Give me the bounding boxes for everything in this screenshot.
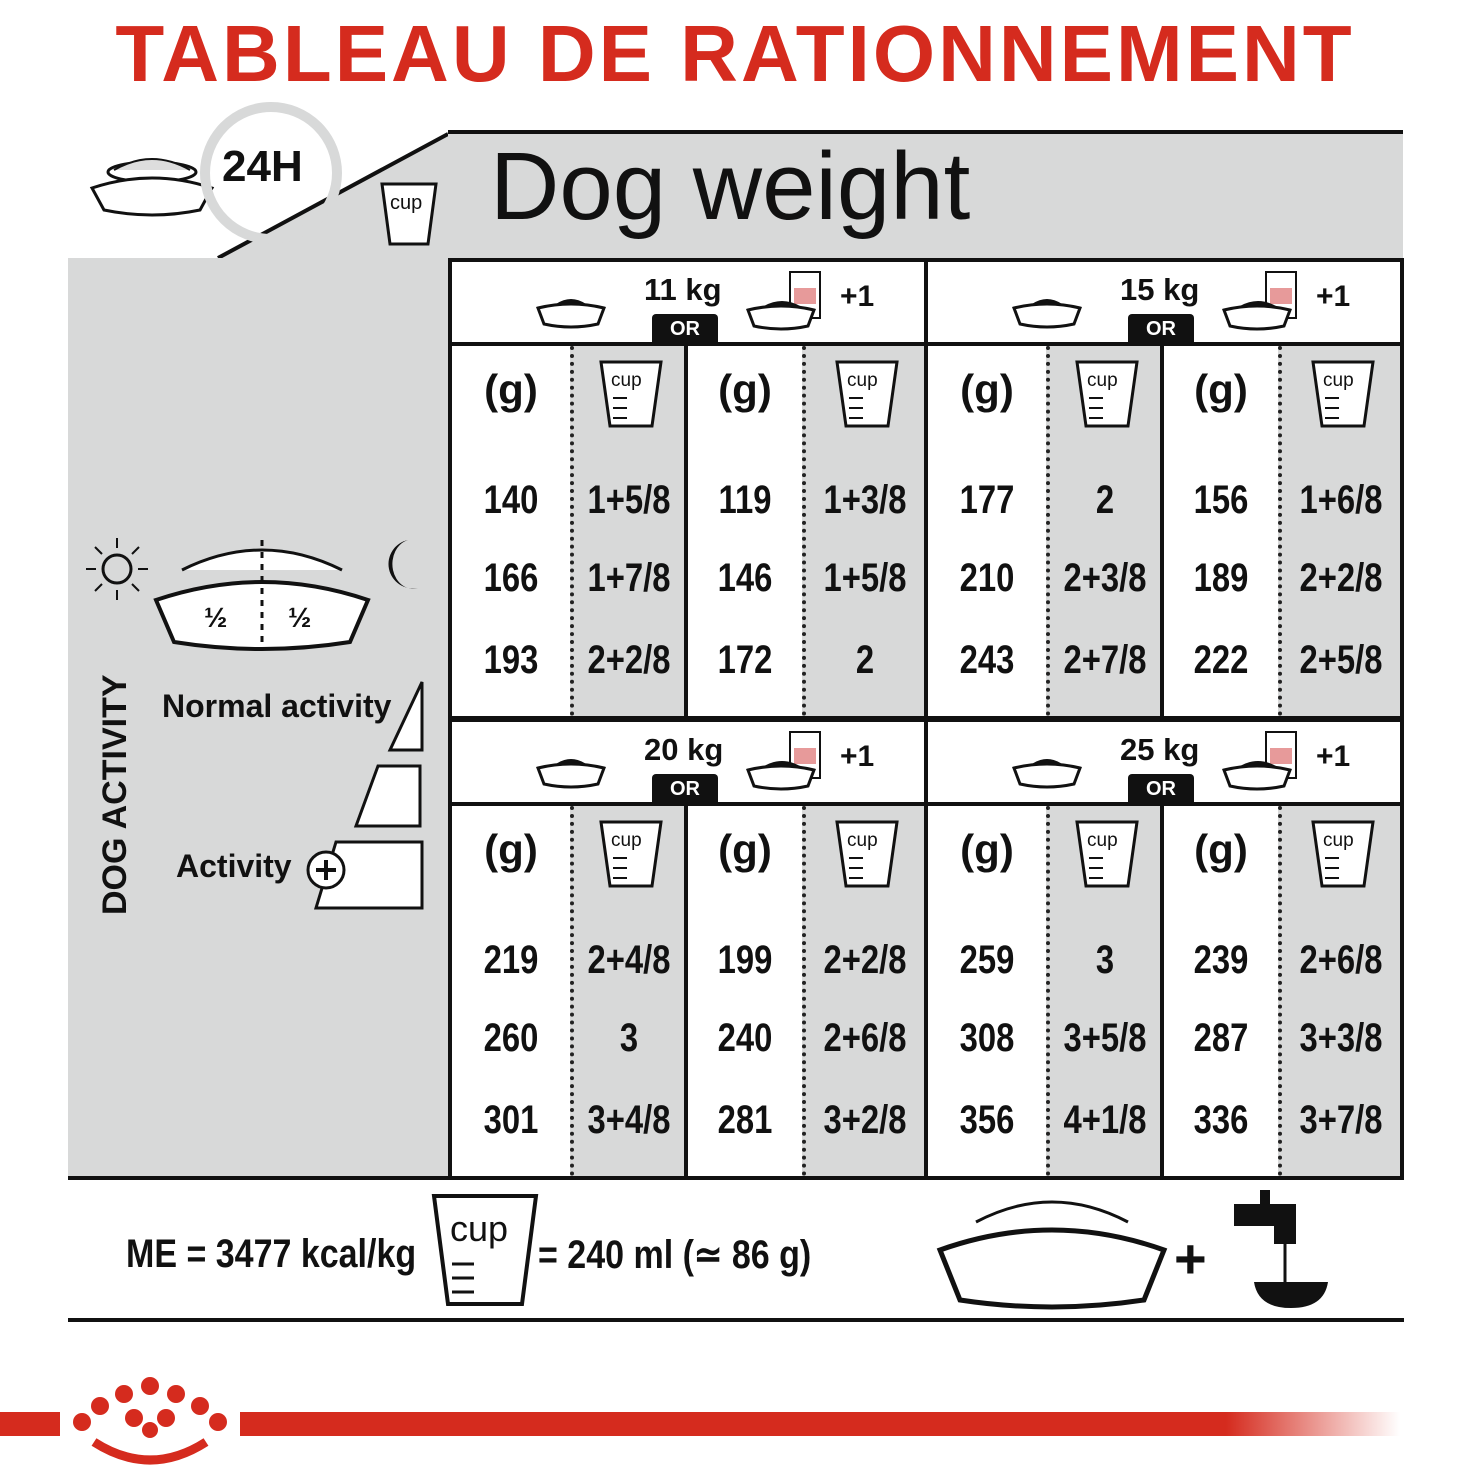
cups-value: 2+4/8	[587, 938, 671, 982]
cups-value: 3	[1095, 938, 1115, 982]
cup-label: cup	[847, 370, 878, 391]
cups-column	[1278, 806, 1400, 1176]
grams-value: 281	[717, 1098, 773, 1142]
grams-column	[1160, 346, 1278, 716]
grams-value: 308	[959, 1016, 1015, 1060]
table-bottom-border	[68, 1176, 1404, 1180]
cups-value: 1+5/8	[587, 478, 671, 522]
brand-stripe-right	[240, 1412, 1400, 1436]
cups-column	[570, 806, 684, 1176]
weight-label: 25 kg	[1120, 732, 1200, 767]
grams-column	[684, 806, 802, 1176]
weight-block-header	[928, 262, 1400, 346]
cups-value: 3+4/8	[587, 1098, 671, 1142]
grams-value: 356	[959, 1098, 1015, 1142]
cup-icon	[378, 180, 440, 248]
half-bowl-icon	[152, 540, 372, 657]
cups-column	[1046, 806, 1160, 1176]
weight-label: 20 kg	[644, 732, 724, 767]
cups-value: 1+5/8	[823, 556, 907, 600]
activity-label: Activity	[176, 848, 292, 884]
grams-header: (g)	[960, 366, 1014, 413]
cups-value: 3+7/8	[1299, 1098, 1383, 1142]
weight-label: 15 kg	[1120, 272, 1200, 307]
cup-icon	[1075, 820, 1139, 895]
cups-value: 2	[1095, 478, 1115, 522]
metabolic-energy: ME = 3477 kcal/kg	[126, 1232, 417, 1276]
grams-value: 146	[717, 556, 773, 600]
plus-one-label: +1	[1316, 280, 1351, 313]
cup-label: cup	[1087, 370, 1118, 391]
cups-value: 2	[855, 638, 875, 682]
brand-stripe-left	[0, 1412, 60, 1436]
cup-label: cup	[390, 192, 423, 214]
crown-logo	[70, 1376, 230, 1473]
weight-block	[448, 258, 928, 720]
half-right-label: ½	[288, 602, 312, 633]
cup-label: cup	[611, 370, 642, 391]
cups-column	[1278, 346, 1400, 716]
cups-value: 2+7/8	[1063, 638, 1147, 682]
weight-label: 11 kg	[644, 272, 722, 307]
grams-value: 222	[1193, 638, 1249, 682]
plus-one-label: +1	[840, 740, 875, 773]
cups-value: 1+7/8	[587, 556, 671, 600]
or-badge: OR	[652, 774, 718, 802]
grams-column	[928, 806, 1046, 1176]
cups-column	[1046, 346, 1160, 716]
or-badge: OR	[652, 314, 718, 342]
cups-value: 2+3/8	[1063, 556, 1147, 600]
cup-icon	[599, 820, 663, 895]
cup-icon	[835, 820, 899, 895]
cups-value: 3+5/8	[1063, 1016, 1147, 1060]
plus-one-label: +1	[840, 280, 875, 313]
normal-activity-label: Normal activity	[162, 688, 392, 724]
cup-icon	[1311, 820, 1375, 895]
grams-header: (g)	[960, 826, 1014, 873]
grams-value: 189	[1193, 556, 1249, 600]
cup-equivalence: = 240 ml (≃ 86 g)	[538, 1233, 812, 1277]
cup-label: cup	[1087, 830, 1118, 851]
grams-value: 210	[959, 556, 1015, 600]
plus-icon: +	[1174, 1227, 1207, 1290]
dog-weight-heading: Dog weight	[490, 133, 971, 240]
cup-icon	[835, 360, 899, 435]
or-badge: OR	[1128, 314, 1194, 342]
cups-value: 2+5/8	[1299, 638, 1383, 682]
grams-value: 219	[483, 938, 539, 982]
grams-value: 166	[483, 556, 539, 600]
bowl-icon	[536, 290, 606, 335]
grams-header: (g)	[718, 366, 772, 413]
bowl-pouch-icon	[746, 728, 826, 801]
grams-value: 336	[1193, 1098, 1249, 1142]
water-tap-icon	[1230, 1186, 1340, 1317]
grams-value: 243	[959, 638, 1015, 682]
grams-header: (g)	[484, 826, 538, 873]
grams-column	[452, 806, 570, 1176]
cups-value: 3+2/8	[823, 1098, 907, 1142]
cup-label: cup	[611, 830, 642, 851]
activity-level-icons	[300, 678, 430, 919]
or-badge: OR	[1128, 774, 1194, 802]
cups-value: 2+2/8	[1299, 556, 1383, 600]
weight-block-header	[928, 722, 1400, 806]
cups-value: 2+2/8	[587, 638, 671, 682]
weight-block	[924, 718, 1404, 1180]
cups-value: 4+1/8	[1063, 1098, 1147, 1142]
grams-value: 156	[1193, 478, 1249, 522]
grams-value: 172	[717, 638, 773, 682]
grams-value: 177	[959, 478, 1015, 522]
big-cup-label: cup	[450, 1208, 509, 1249]
food-bowl-icon	[936, 1192, 1168, 1315]
weight-block	[924, 258, 1404, 720]
grams-value: 140	[483, 478, 539, 522]
dog-activity-label: DOG ACTIVITY	[96, 674, 134, 915]
cups-column	[802, 806, 924, 1176]
grams-value: 239	[1193, 938, 1249, 982]
grams-value: 260	[483, 1016, 539, 1060]
weight-block-header	[452, 262, 924, 346]
bowl-pouch-icon	[1222, 268, 1302, 341]
cups-value: 2+6/8	[823, 1016, 907, 1060]
cups-value: 1+6/8	[1299, 478, 1383, 522]
plus-one-label: +1	[1316, 740, 1351, 773]
cup-label: cup	[1323, 830, 1354, 851]
bowl-pouch-icon	[1222, 728, 1302, 801]
moon-icon	[378, 536, 422, 597]
cups-value: 3+3/8	[1299, 1016, 1383, 1060]
bowl-pouch-icon	[746, 268, 826, 341]
grams-value: 119	[718, 478, 772, 522]
cup-label: cup	[847, 830, 878, 851]
page-title: TABLEAU DE RATIONNEMENT	[115, 9, 1355, 98]
grams-value: 287	[1193, 1016, 1249, 1060]
grams-value: 199	[717, 938, 773, 982]
grams-value: 193	[483, 638, 539, 682]
cup-icon	[1075, 360, 1139, 435]
grams-header: (g)	[484, 366, 538, 413]
cups-column	[802, 346, 924, 716]
24h-label: 24H	[222, 142, 303, 191]
grams-header: (g)	[1194, 826, 1248, 873]
bowl-icon	[1012, 290, 1082, 335]
grams-header: (g)	[718, 826, 772, 873]
cup-icon	[599, 360, 663, 435]
cups-column	[570, 346, 684, 716]
grams-column	[684, 346, 802, 716]
big-cup-icon	[430, 1190, 540, 1310]
weight-block	[448, 718, 928, 1180]
grams-value: 259	[959, 938, 1015, 982]
half-left-label: ½	[204, 602, 228, 633]
grams-value: 301	[483, 1098, 539, 1142]
grams-value: 240	[717, 1016, 773, 1060]
cups-value: 2+2/8	[823, 938, 907, 982]
bowl-icon	[1012, 750, 1082, 795]
sun-icon	[84, 536, 150, 607]
grams-column	[1160, 806, 1278, 1176]
bowl-icon	[536, 750, 606, 795]
cup-label: cup	[1323, 370, 1354, 391]
grams-header: (g)	[1194, 366, 1248, 413]
grams-column	[928, 346, 1046, 716]
cups-value: 1+3/8	[823, 478, 907, 522]
cups-value: 2+6/8	[1299, 938, 1383, 982]
cup-icon	[1311, 360, 1375, 435]
weight-block-header	[452, 722, 924, 806]
footer-bottom-border	[68, 1318, 1404, 1322]
cups-value: 3	[619, 1016, 639, 1060]
grams-column	[452, 346, 570, 716]
